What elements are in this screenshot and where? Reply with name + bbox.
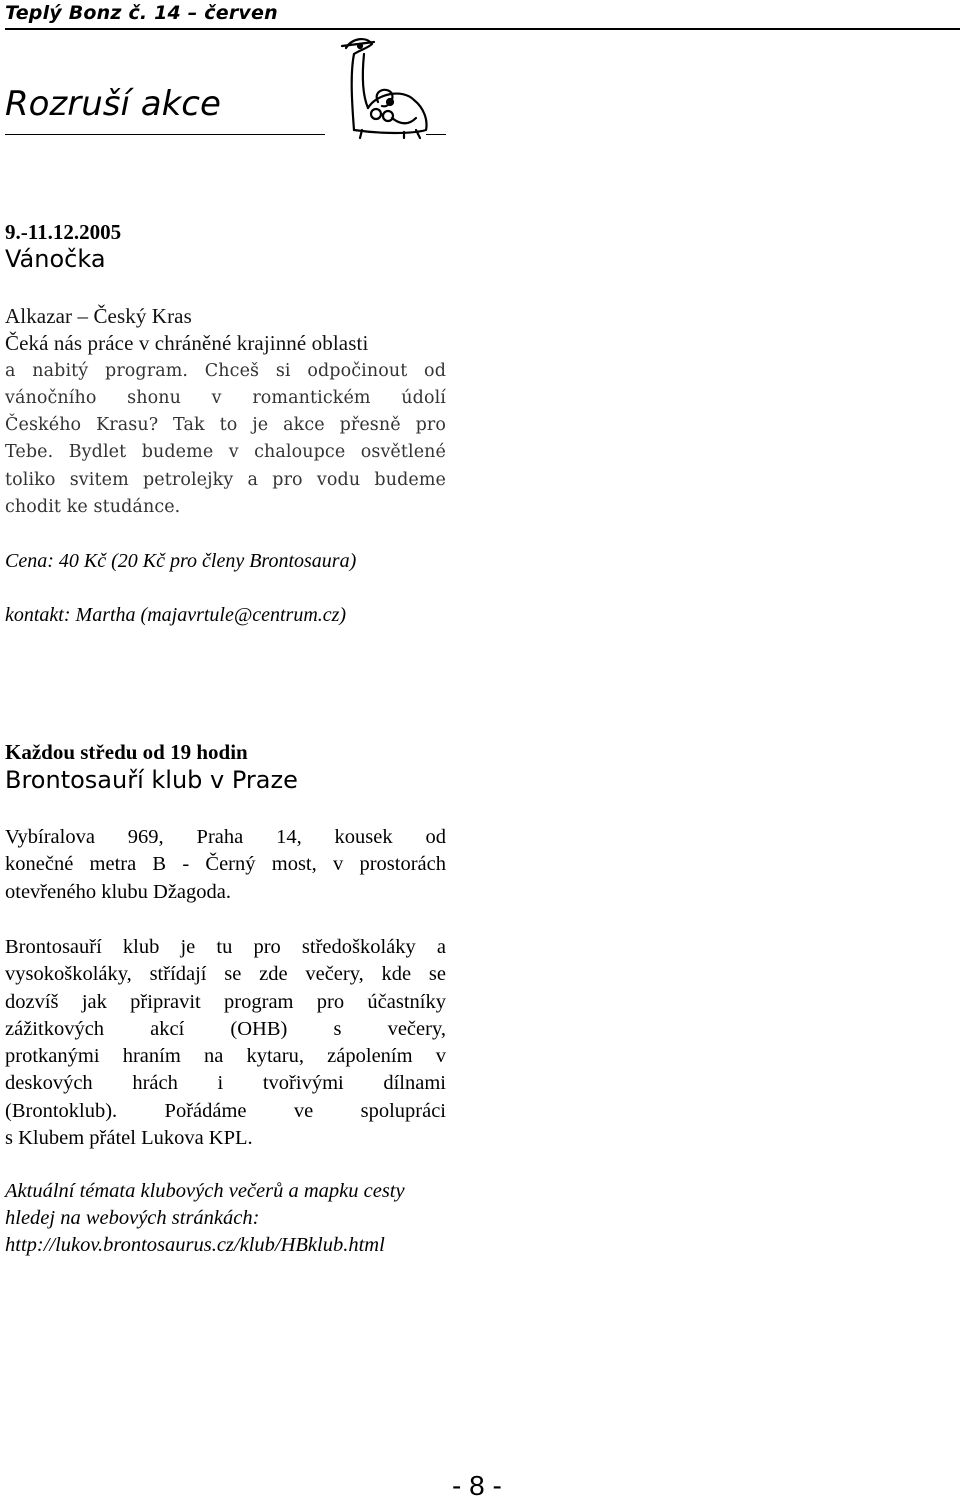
club-line: dozvíš jak připravit program pro účastníky: [5, 990, 446, 1013]
description-line: chodit ke studánce.: [5, 497, 181, 518]
page-header: [5, 0, 960, 30]
club-line: (Brontoklub). Pořádáme ve spolupráci: [5, 1099, 446, 1122]
description-line: Alkazar – Český Kras: [5, 304, 192, 328]
club-line: vysokoškoláky, střídají se zde večery, kde se: [5, 963, 446, 986]
brontosaurus-logo-icon: [332, 34, 432, 142]
club-url-link[interactable]: http://lukov.brontosaurus.cz/klub/HBklub.html: [5, 1234, 385, 1256]
description-line: Českého Krasu? Tak to je akce přesně pro: [5, 415, 446, 436]
links-line: Aktuální témata klubových večerů a mapku cesty: [5, 1180, 405, 1202]
event-description: [5, 303, 446, 521]
event-date: 9.-11.12.2005: [5, 220, 122, 244]
description-line: toliko svitem petrolejky a pro vodu budeme: [5, 469, 446, 490]
title-underline: [5, 134, 325, 135]
address-line: Vybíralova 969, Praha 14, kousek od: [5, 826, 446, 848]
club-line: s Klubem přátel Lukova KPL.: [5, 1127, 253, 1150]
club-title: Brontosauří klub v Praze: [5, 766, 298, 794]
address-line: otevřeného klubu Džagoda.: [5, 880, 231, 903]
header-text: Teplý Bonz č. 14 – červen: [5, 2, 278, 24]
description-line: vánočního shonu v romantickém údolí: [5, 387, 446, 408]
address-line: konečné metra B - Černý most, v prostorách: [5, 853, 446, 876]
event-price: Cena: 40 Kč (20 Kč pro členy Brontosaura): [5, 550, 357, 572]
club-links: [5, 1178, 465, 1259]
club-line: protkanými hraním na kytaru, zápolením v: [5, 1045, 446, 1068]
club-schedule: Každou středu od 19 hodin: [5, 740, 248, 764]
description-line: Čeká nás práce v chráněné krajinné oblasti: [5, 331, 369, 356]
links-line: hledej na webových stránkách:: [5, 1207, 260, 1229]
page-number: - 8 -: [452, 1470, 502, 1501]
club-line: zážitkových akcí (OHB) s večery,: [5, 1017, 446, 1040]
club-line: Brontosauří klub je tu pro středoškoláky a: [5, 936, 446, 958]
event-contact: kontakt: Martha (majavrtule@centrum.cz): [5, 604, 347, 626]
description-line: a nabitý program. Chceš si odpočinout od: [5, 360, 446, 381]
page-title: Rozruší akce: [5, 84, 221, 124]
club-line: deskových hrách i tvořivými dílnami: [5, 1072, 446, 1095]
event-title: Vánočka: [5, 245, 106, 273]
description-line: Tebe. Bydlet budeme v chaloupce osvětlené: [5, 442, 446, 463]
club-description: [5, 934, 446, 1152]
club-address: [5, 824, 446, 906]
